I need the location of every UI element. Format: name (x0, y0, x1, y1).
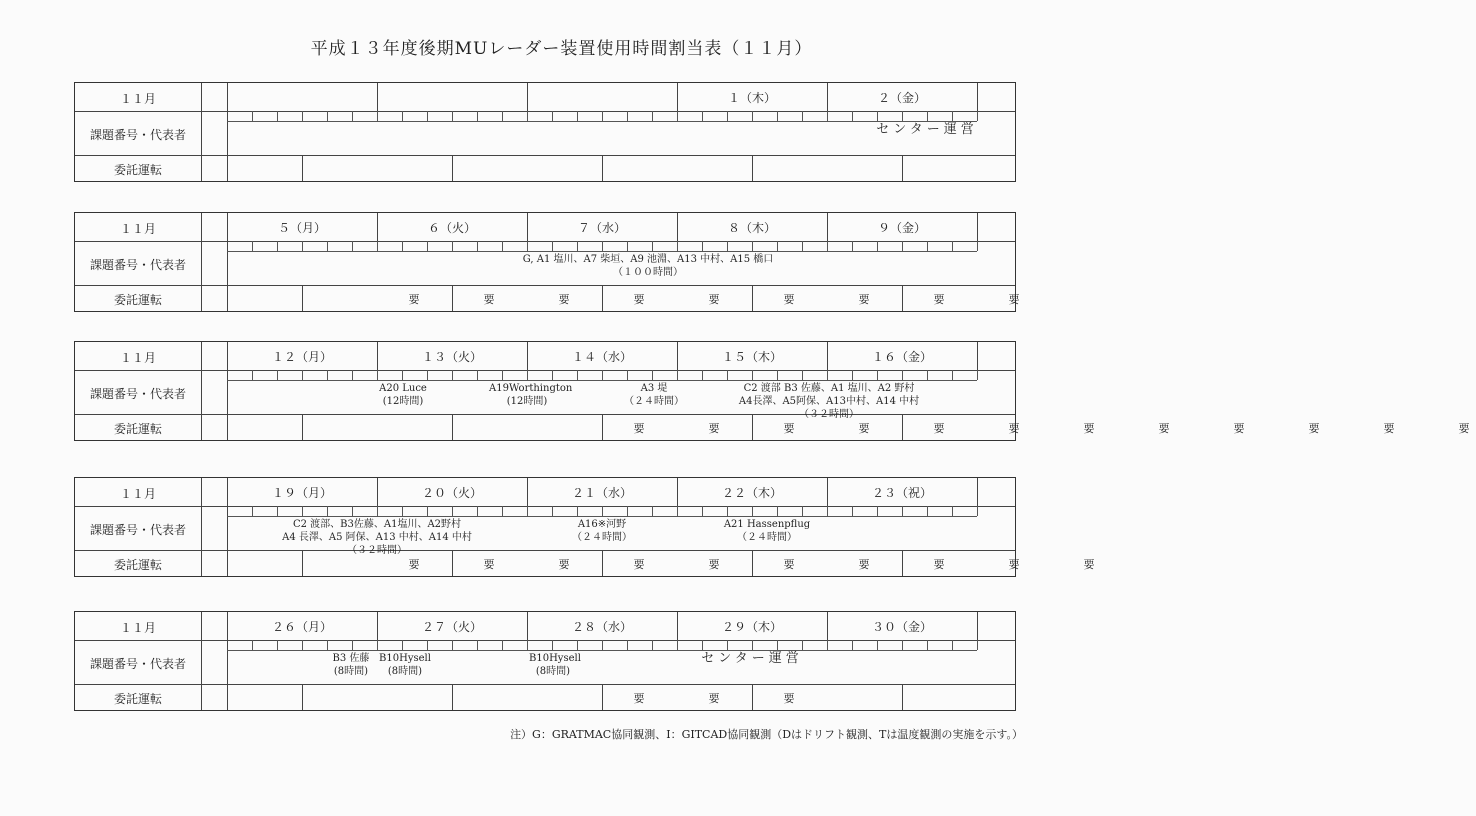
row-label-contract: 委託運転 (113, 163, 162, 177)
time-slot-tick (552, 241, 553, 251)
time-slot-tick (777, 506, 778, 516)
time-slot-tick (927, 370, 928, 380)
time-slot-tick (277, 640, 278, 650)
time-slot-tick (402, 370, 403, 380)
day-divider (977, 478, 978, 506)
contract-required-mark: 要 (408, 293, 420, 306)
time-slot-tick (877, 111, 878, 121)
day-header: １（木） (727, 91, 776, 105)
week-table (74, 212, 1020, 312)
time-slot-tick (877, 370, 878, 380)
time-slot-tick (677, 640, 678, 650)
day-header: １９（月） (271, 486, 332, 500)
time-slot-tick (702, 506, 703, 516)
contract-required-mark: 要 (708, 422, 720, 435)
time-slot-tick (752, 241, 753, 251)
day-header: ２２（木） (721, 486, 782, 500)
time-slot-tick (502, 241, 503, 251)
contract-divider (452, 684, 453, 710)
time-slot-tick (702, 370, 703, 380)
time-slot-tick (427, 506, 428, 516)
time-slot-tick (377, 506, 378, 516)
time-slot-tick (702, 640, 703, 650)
time-slot-tick (252, 506, 253, 516)
time-slot-tick (652, 111, 653, 121)
assignment-block: C2 渡部、B3佐藤、A1塩川、A2野村 A4 長澤、A5 阿保、A13 中村、A14 中村 （３２時間） (282, 519, 472, 556)
time-slot-tick (602, 241, 603, 251)
time-slot-tick (352, 370, 353, 380)
assignment-block: センター運営 (876, 122, 978, 137)
time-slot-tick (377, 640, 378, 650)
time-slot-tick (752, 506, 753, 516)
contract-divider (452, 155, 453, 181)
time-slot-tick (652, 241, 653, 251)
assignment-block: A19Worthington (12時間) (489, 383, 573, 407)
contract-required-mark: 要 (1158, 422, 1170, 435)
time-slot-tick (427, 370, 428, 380)
day-header: ２３（祝） (871, 486, 932, 500)
row-label-project: 課題番号・代表者 (89, 523, 186, 537)
day-header: ２７（火） (421, 620, 482, 634)
row-label-month: １１月 (119, 351, 156, 365)
time-slot-tick (627, 241, 628, 251)
day-divider (977, 83, 978, 111)
time-slot-tick (927, 506, 928, 516)
time-slot-tick (577, 370, 578, 380)
row-label-month: １１月 (119, 621, 156, 635)
assignment-block: センター運営 (701, 651, 803, 666)
time-slot-tick (977, 241, 978, 251)
contract-divider (452, 414, 453, 440)
contract-divider (302, 414, 303, 440)
time-slot-tick (977, 111, 978, 121)
row-label-contract: 委託運転 (113, 692, 162, 706)
week-table (74, 611, 1016, 711)
day-header: １６（金） (871, 350, 932, 364)
day-divider (977, 612, 978, 640)
row-divider (75, 684, 1015, 685)
time-slot-tick (327, 241, 328, 251)
week-table (74, 477, 1095, 577)
day-header: ２１（水） (571, 486, 632, 500)
time-slot-tick (852, 241, 853, 251)
day-divider (527, 83, 528, 111)
time-slot-tick (977, 640, 978, 650)
time-slot-tick (352, 111, 353, 121)
row-label-contract: 委託運転 (113, 558, 162, 572)
contract-required-mark: 要 (933, 558, 945, 571)
row-divider (75, 506, 1015, 507)
time-slot-tick (577, 506, 578, 516)
time-slot-tick (502, 370, 503, 380)
time-slot-tick (877, 640, 878, 650)
time-slot-tick (802, 640, 803, 650)
column-divider (227, 83, 228, 181)
time-slot-tick (377, 370, 378, 380)
time-slot-tick (527, 640, 528, 650)
assignment-block: A20 Luce (12時間) (379, 383, 427, 407)
time-slot-tick (477, 241, 478, 251)
time-slot-tick (652, 640, 653, 650)
day-header: ２９（木） (721, 620, 782, 634)
time-slot-tick (677, 111, 678, 121)
assignment-block: B10Hysell (8時間) (379, 653, 431, 677)
contract-divider (902, 684, 903, 710)
row-label-project: 課題番号・代表者 (89, 657, 186, 671)
contract-divider (452, 285, 453, 311)
time-slot-tick (552, 111, 553, 121)
time-slot-tick (477, 640, 478, 650)
time-slot-tick (427, 640, 428, 650)
time-slot-tick (977, 370, 978, 380)
time-slot-tick (902, 370, 903, 380)
time-slot-tick (727, 241, 728, 251)
time-slot-tick (477, 506, 478, 516)
day-header: ２（金） (877, 91, 926, 105)
column-divider (201, 478, 202, 576)
time-slot-tick (677, 241, 678, 251)
time-slot-tick (277, 506, 278, 516)
contract-divider (902, 285, 903, 311)
day-header: ２６（月） (271, 620, 332, 634)
time-slot-tick (627, 370, 628, 380)
assignment-block: B10Hysell (8時間) (529, 653, 581, 677)
time-slot-tick (427, 241, 428, 251)
day-divider (977, 342, 978, 370)
time-slot-tick (377, 241, 378, 251)
time-slot-tick (327, 640, 328, 650)
assignment-block: A16※河野 （２４時間） (572, 519, 632, 543)
contract-required-mark: 要 (1383, 422, 1395, 435)
time-slot-tick (702, 111, 703, 121)
contract-required-mark: 要 (783, 422, 795, 435)
page-title: 平成１３年度後期MUレーダー装置使用時間割当表（１１月） (310, 39, 813, 59)
contract-divider (602, 414, 603, 440)
time-slot-tick (552, 640, 553, 650)
contract-required-mark: 要 (933, 422, 945, 435)
day-header: ５（月） (277, 221, 326, 235)
contract-required-mark: 要 (783, 558, 795, 571)
day-header: １５（木） (721, 350, 782, 364)
row-divider (75, 640, 1015, 641)
time-slot-tick (802, 506, 803, 516)
time-slot-tick (727, 370, 728, 380)
time-slot-tick (727, 111, 728, 121)
time-slot-tick (402, 506, 403, 516)
contract-divider (902, 155, 903, 181)
time-slot-tick (627, 506, 628, 516)
time-slot-tick (677, 506, 678, 516)
contract-required-mark: 要 (1308, 422, 1320, 435)
time-slot-tick (977, 506, 978, 516)
time-slot-tick (427, 111, 428, 121)
time-slot-tick (502, 111, 503, 121)
slot-band-line (227, 251, 977, 252)
slot-band-line (227, 121, 977, 122)
time-slot-tick (952, 111, 953, 121)
time-slot-tick (452, 506, 453, 516)
contract-divider (752, 550, 753, 576)
contract-required-mark: 要 (1083, 422, 1095, 435)
time-slot-tick (827, 640, 828, 650)
time-slot-tick (277, 111, 278, 121)
week-table (74, 341, 1470, 441)
time-slot-tick (527, 241, 528, 251)
contract-divider (302, 684, 303, 710)
day-header: ８（木） (727, 221, 776, 235)
time-slot-tick (577, 111, 578, 121)
time-slot-tick (527, 111, 528, 121)
time-slot-tick (352, 640, 353, 650)
day-header: ９（金） (877, 221, 926, 235)
time-slot-tick (627, 640, 628, 650)
contract-required-mark: 要 (1008, 293, 1020, 306)
time-slot-tick (477, 111, 478, 121)
time-slot-tick (252, 241, 253, 251)
time-slot-tick (777, 640, 778, 650)
contract-required-mark: 要 (633, 692, 645, 705)
time-slot-tick (377, 111, 378, 121)
contract-required-mark: 要 (783, 293, 795, 306)
contract-required-mark: 要 (1458, 422, 1470, 435)
time-slot-tick (327, 506, 328, 516)
contract-required-mark: 要 (708, 558, 720, 571)
time-slot-tick (952, 506, 953, 516)
contract-divider (602, 285, 603, 311)
assignment-block: A21 Hassenpflug （２４時間） (723, 519, 811, 543)
time-slot-tick (902, 640, 903, 650)
day-header: ３０（金） (871, 620, 932, 634)
time-slot-tick (652, 370, 653, 380)
time-slot-tick (302, 370, 303, 380)
time-slot-tick (802, 111, 803, 121)
contract-required-mark: 要 (483, 293, 495, 306)
row-label-month: １１月 (119, 487, 156, 501)
day-header: １３（火） (421, 350, 482, 364)
time-slot-tick (752, 640, 753, 650)
row-divider (75, 550, 1015, 551)
time-slot-tick (727, 640, 728, 650)
time-slot-tick (452, 370, 453, 380)
slot-band-line (227, 380, 977, 381)
time-slot-tick (302, 111, 303, 121)
time-slot-tick (502, 506, 503, 516)
time-slot-tick (477, 370, 478, 380)
time-slot-tick (902, 506, 903, 516)
day-divider (377, 83, 378, 111)
time-slot-tick (527, 506, 528, 516)
row-label-contract: 委託運転 (113, 422, 162, 436)
contract-divider (752, 285, 753, 311)
time-slot-tick (402, 640, 403, 650)
time-slot-tick (927, 241, 928, 251)
row-label-month: １１月 (119, 222, 156, 236)
contract-required-mark: 要 (1233, 422, 1245, 435)
day-header: １２（月） (271, 350, 332, 364)
time-slot-tick (777, 111, 778, 121)
contract-divider (602, 550, 603, 576)
time-slot-tick (452, 111, 453, 121)
time-slot-tick (927, 111, 928, 121)
contract-divider (752, 155, 753, 181)
time-slot-tick (727, 506, 728, 516)
contract-divider (752, 684, 753, 710)
day-header: ２０（火） (421, 486, 482, 500)
row-label-project: 課題番号・代表者 (89, 128, 186, 142)
time-slot-tick (852, 640, 853, 650)
time-slot-tick (302, 241, 303, 251)
time-slot-tick (452, 640, 453, 650)
time-slot-tick (702, 241, 703, 251)
time-slot-tick (527, 370, 528, 380)
time-slot-tick (502, 640, 503, 650)
time-slot-tick (902, 241, 903, 251)
time-slot-tick (602, 506, 603, 516)
footnote: 注）G：GRATMAC協同観測、I：GITCAD協同観測（Dはドリフト観測、Tは温度観測の実施を示す。） (510, 728, 1023, 741)
contract-required-mark: 要 (933, 293, 945, 306)
contract-required-mark: 要 (408, 558, 420, 571)
contract-divider (602, 155, 603, 181)
time-slot-tick (852, 370, 853, 380)
contract-divider (902, 550, 903, 576)
time-slot-tick (302, 506, 303, 516)
contract-required-mark: 要 (858, 558, 870, 571)
time-slot-tick (352, 241, 353, 251)
assignment-block: C2 渡部 B3 佐藤、A1 塩川、A2 野村 A4長澤、A5阿保、A13中村、A14 中村 （３２時間） (738, 383, 920, 420)
time-slot-tick (352, 506, 353, 516)
day-header: ７（水） (577, 221, 626, 235)
time-slot-tick (852, 506, 853, 516)
time-slot-tick (602, 370, 603, 380)
column-divider (201, 612, 202, 710)
week-table (74, 82, 1016, 182)
time-slot-tick (452, 241, 453, 251)
day-divider (977, 213, 978, 241)
time-slot-tick (252, 370, 253, 380)
time-slot-tick (277, 241, 278, 251)
time-slot-tick (402, 241, 403, 251)
time-slot-tick (802, 241, 803, 251)
day-header: １４（水） (571, 350, 632, 364)
time-slot-tick (552, 506, 553, 516)
assignment-block: G, A1 塩川、A7 柴垣、A9 池淵、A13 中村、A15 橋口 （１００時間） (522, 254, 774, 278)
assignment-block: A3 堤 （２４時間） (624, 383, 684, 407)
contract-divider (602, 684, 603, 710)
time-slot-tick (677, 370, 678, 380)
time-slot-tick (877, 506, 878, 516)
time-slot-tick (877, 241, 878, 251)
row-label-project: 課題番号・代表者 (89, 258, 186, 272)
time-slot-tick (827, 111, 828, 121)
time-slot-tick (927, 640, 928, 650)
contract-required-mark: 要 (558, 558, 570, 571)
row-divider (75, 111, 1015, 112)
time-slot-tick (902, 111, 903, 121)
time-slot-tick (277, 370, 278, 380)
time-slot-tick (327, 370, 328, 380)
time-slot-tick (827, 370, 828, 380)
time-slot-tick (252, 111, 253, 121)
time-slot-tick (852, 111, 853, 121)
time-slot-tick (827, 241, 828, 251)
time-slot-tick (577, 241, 578, 251)
time-slot-tick (252, 640, 253, 650)
row-label-project: 課題番号・代表者 (89, 387, 186, 401)
contract-divider (302, 155, 303, 181)
contract-required-mark: 要 (708, 293, 720, 306)
time-slot-tick (602, 640, 603, 650)
time-slot-tick (752, 370, 753, 380)
row-divider (75, 370, 1015, 371)
time-slot-tick (952, 241, 953, 251)
contract-required-mark: 要 (1008, 422, 1020, 435)
contract-required-mark: 要 (633, 422, 645, 435)
time-slot-tick (952, 370, 953, 380)
contract-required-mark: 要 (1008, 558, 1020, 571)
day-header: ２８（水） (571, 620, 632, 634)
time-slot-tick (952, 640, 953, 650)
contract-required-mark: 要 (783, 692, 795, 705)
row-divider (75, 241, 1015, 242)
time-slot-tick (627, 111, 628, 121)
time-slot-tick (327, 111, 328, 121)
contract-required-mark: 要 (858, 293, 870, 306)
contract-required-mark: 要 (1083, 558, 1095, 571)
row-divider (75, 155, 1015, 156)
time-slot-tick (777, 241, 778, 251)
time-slot-tick (577, 640, 578, 650)
contract-required-mark: 要 (633, 558, 645, 571)
column-divider (201, 213, 202, 311)
contract-required-mark: 要 (483, 558, 495, 571)
contract-required-mark: 要 (708, 692, 720, 705)
contract-required-mark: 要 (858, 422, 870, 435)
assignment-block: B3 佐藤 (8時間) (332, 653, 370, 677)
contract-required-mark: 要 (558, 293, 570, 306)
row-label-month: １１月 (119, 92, 156, 106)
time-slot-tick (302, 640, 303, 650)
slot-band-line (227, 516, 977, 517)
contract-divider (302, 285, 303, 311)
day-header: ６（火） (427, 221, 476, 235)
row-label-contract: 委託運転 (113, 293, 162, 307)
column-divider (201, 342, 202, 440)
time-slot-tick (827, 506, 828, 516)
time-slot-tick (752, 111, 753, 121)
time-slot-tick (402, 111, 403, 121)
contract-required-mark: 要 (633, 293, 645, 306)
time-slot-tick (802, 370, 803, 380)
time-slot-tick (602, 111, 603, 121)
time-slot-tick (652, 506, 653, 516)
slot-band-line (227, 650, 977, 651)
row-divider (75, 285, 1015, 286)
time-slot-tick (777, 370, 778, 380)
column-divider (201, 83, 202, 181)
time-slot-tick (552, 370, 553, 380)
